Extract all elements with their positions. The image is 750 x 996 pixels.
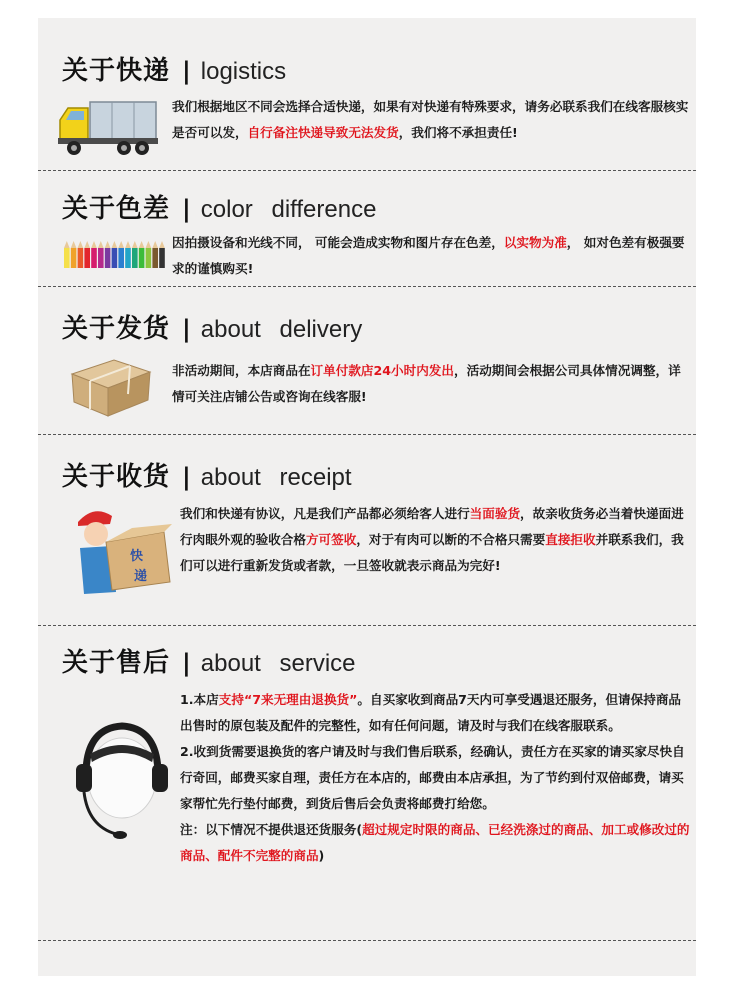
receipt-title-en: about receipt <box>200 464 352 491</box>
delivery-title-en: about delivery <box>200 316 363 343</box>
service-heading: 关于售后 | about service <box>62 642 356 679</box>
service-item-1: 1.本店支持“7来无理由退换货”。自买家收到商品7天内可享受遇退还服务，但请保持商品出售时的原包装及配件的完整性，如有任何问题，请及时与我们在线客服联系。 <box>180 692 682 733</box>
parcel-box-icon <box>68 350 152 420</box>
delivery-truck-icon <box>54 98 160 160</box>
box-label-di: 递 <box>134 569 148 584</box>
color-title-en: color difference <box>200 196 377 223</box>
color-title-cn: 关于色差 <box>62 194 171 224</box>
service-text <box>180 687 692 869</box>
logistics-title-cn: 关于快递 <box>62 56 171 86</box>
delivery-text: 非活动期间，本店商品在订单付款店24小时内发出，活动期间会根据公司具体情况调整，详情可关注店铺公告或咨询在线客服! <box>172 363 681 404</box>
delivery-heading: 关于发货 | about delivery <box>62 308 362 345</box>
service-item-2: 2.收到货需要退换货的客户请及时与我们售后联系，经确认，责任方在买家的请买家尽快自行奇回，邮费买家自理，责任方在本店的，邮费由本店承担，为了节约到付双倍邮费，请买家帮忙先行垫付邮费，到货后售后会负责将邮费打给您。 <box>180 744 685 811</box>
delivery-title-cn: 关于发货 <box>62 314 171 344</box>
divider <box>38 434 696 435</box>
logistics-heading: 关于快递 | logistics <box>62 50 286 87</box>
divider <box>38 286 696 287</box>
service-title-cn: 关于售后 <box>62 648 171 678</box>
receipt-title-cn: 关于收货 <box>62 462 171 492</box>
receipt-heading: 关于收货 | about receipt <box>62 456 352 493</box>
divider <box>38 940 696 941</box>
receipt-text: 我们和快递有协议，凡是我们产品都必须给客人进行当面验货，故亲收货务必当着快递面进行肉眼外观的验收合格方可签收，对于有肉可以断的不合格只需要直接拒收并联系我们，我们可以进行重新发货或者款，一旦签收就表示商品为完好! <box>180 506 684 573</box>
color-pencils-icon <box>62 240 168 270</box>
divider <box>38 170 696 171</box>
divider <box>38 625 696 626</box>
service-title-en: about service <box>200 650 356 677</box>
logistics-text: 我们根据地区不同会选择合适快递，如果有对快递有特殊要求，请务必联系我们在线客服核实是否可以发，自行备注快递导致无法发货，我们将不承担责任! <box>172 99 689 140</box>
logistics-title-en: logistics <box>200 58 287 85</box>
info-panel <box>38 18 696 976</box>
customer-service-headset-icon <box>72 718 172 844</box>
color-text: 因拍摄设备和光线不同， 可能会造成实物和图片存在色差，以实物为准， 如对色差有极强要求的谨慎购买! <box>172 235 685 276</box>
color-heading: 关于色差 | color difference <box>62 188 376 225</box>
box-label-kuai: 快 <box>130 549 144 564</box>
courier-with-box-icon <box>72 502 176 600</box>
service-note: 注：以下情况不提供退还货服务(超过规定时限的商品、已经洗涤过的商品、加工或修改过的商品、配件不完整的商品) <box>180 822 690 863</box>
